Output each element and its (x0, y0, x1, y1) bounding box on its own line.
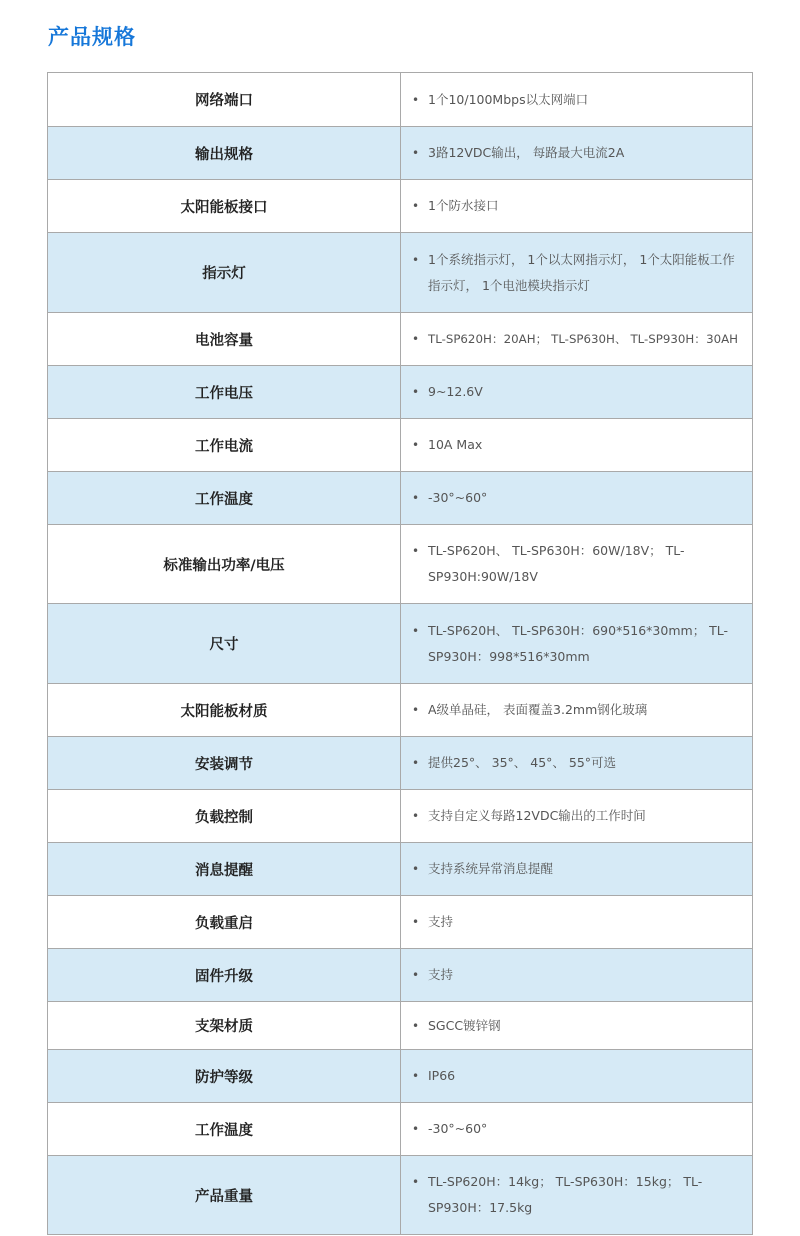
spec-value: 支持自定义每路12VDC输出的工作时间 (428, 808, 646, 823)
spec-value: SGCC镀锌钢 (428, 1017, 501, 1033)
spec-value-cell (401, 472, 753, 525)
spec-value: 9~12.6V (428, 384, 483, 399)
spec-value-cell (401, 949, 753, 1002)
bullet-icon: • (412, 915, 420, 929)
bullet-icon: • (412, 544, 420, 558)
spec-label: 防护等级 (48, 1050, 401, 1103)
spec-value-cell (401, 127, 753, 180)
bullet-icon: • (412, 1175, 420, 1189)
table-row (48, 525, 753, 604)
spec-value-cell (401, 1103, 753, 1156)
spec-label: 工作电流 (48, 419, 401, 472)
spec-label: 标准输出功率/电压 (48, 525, 401, 604)
spec-value: TL-SP620H、 TL-SP630H：690*516*30mm； TL-SP930H：998*516*30mm (428, 622, 729, 664)
bullet-icon: • (412, 385, 420, 399)
spec-value-cell (401, 1156, 753, 1235)
spec-value-cell (401, 1002, 753, 1050)
spec-label: 固件升级 (48, 949, 401, 1002)
bullet-icon: • (412, 623, 420, 638)
table-row (48, 1050, 753, 1103)
table-row (48, 73, 753, 127)
spec-label: 尺寸 (48, 604, 401, 684)
bullet-icon: • (412, 756, 420, 770)
spec-value: -30°~60° (428, 1121, 488, 1136)
spec-label: 消息提醒 (48, 843, 401, 896)
bullet-icon: • (412, 438, 420, 452)
spec-value-cell (401, 790, 753, 843)
spec-value-cell (401, 313, 753, 366)
table-row (48, 1002, 753, 1050)
bullet-icon: • (412, 92, 420, 107)
spec-label: 工作电压 (48, 366, 401, 419)
spec-value-cell (401, 419, 753, 472)
spec-value-cell (401, 233, 753, 313)
spec-label: 工作温度 (48, 1103, 401, 1156)
spec-value: 1个系统指示灯， 1个以太网指示灯， 1个太阳能板工作指示灯， 1个电池模块指示灯 (428, 251, 735, 293)
spec-label: 太阳能板接口 (48, 180, 401, 233)
bullet-icon: • (412, 252, 420, 267)
bullet-icon: • (412, 809, 420, 823)
bullet-icon: • (412, 862, 420, 876)
table-row (48, 366, 753, 419)
spec-table (47, 72, 753, 1235)
spec-label: 太阳能板材质 (48, 684, 401, 737)
table-row (48, 419, 753, 472)
spec-label: 网络端口 (48, 73, 401, 127)
spec-value: 3路12VDC输出， 每路最大电流2A (428, 145, 625, 160)
bullet-icon: • (412, 1018, 420, 1033)
spec-value: 支持系统异常消息提醒 (428, 861, 554, 876)
table-row (48, 472, 753, 525)
spec-value: 1个10/100Mbps以太网端口 (428, 91, 589, 107)
spec-value: TL-SP620H：14kg； TL-SP630H：15kg； TL-SP930H：17.5kg (428, 1174, 703, 1215)
table-row (48, 843, 753, 896)
table-row (48, 896, 753, 949)
bullet-icon: • (412, 703, 420, 717)
table-row (48, 180, 753, 233)
spec-value: 1个防水接口 (428, 198, 499, 213)
spec-value-cell (401, 684, 753, 737)
table-row (48, 313, 753, 366)
bullet-icon: • (412, 968, 420, 982)
spec-label: 负载重启 (48, 896, 401, 949)
bullet-icon: • (412, 1122, 420, 1136)
spec-value-cell (401, 896, 753, 949)
table-row (48, 233, 753, 313)
bullet-icon: • (412, 491, 420, 505)
table-row (48, 949, 753, 1002)
spec-value: A级单晶硅， 表面覆盖3.2mm钢化玻璃 (428, 702, 648, 717)
spec-label: 负载控制 (48, 790, 401, 843)
spec-value: TL-SP620H：20AH； TL-SP630H、 TL-SP930H：30AH (428, 332, 739, 346)
spec-value: 支持 (428, 914, 454, 929)
spec-value: -30°~60° (428, 490, 488, 505)
spec-value: 10A Max (428, 437, 483, 452)
page-title: 产品规格 (48, 25, 136, 49)
table-row (48, 1103, 753, 1156)
spec-value-cell (401, 73, 753, 127)
spec-label: 输出规格 (48, 127, 401, 180)
table-row (48, 684, 753, 737)
spec-label: 产品重量 (48, 1156, 401, 1235)
spec-value: IP66 (428, 1068, 456, 1083)
table-row (48, 737, 753, 790)
spec-label: 安装调节 (48, 737, 401, 790)
spec-label: 支架材质 (48, 1002, 401, 1050)
spec-label: 指示灯 (48, 233, 401, 313)
bullet-icon: • (412, 199, 420, 213)
spec-value-cell (401, 1050, 753, 1103)
table-row (48, 604, 753, 684)
table-row (48, 1156, 753, 1235)
spec-value-cell (401, 180, 753, 233)
spec-value-cell (401, 366, 753, 419)
spec-label: 电池容量 (48, 313, 401, 366)
table-row (48, 790, 753, 843)
bullet-icon: • (412, 332, 420, 346)
table-row (48, 127, 753, 180)
spec-label: 工作温度 (48, 472, 401, 525)
spec-value-cell (401, 525, 753, 604)
spec-value: 提供25°、 35°、 45°、 55°可选 (428, 755, 617, 770)
bullet-icon: • (412, 146, 420, 160)
bullet-icon: • (412, 1069, 420, 1083)
spec-value-cell (401, 604, 753, 684)
spec-value: TL-SP620H、 TL-SP630H：60W/18V； TL-SP930H:90W/18V (428, 543, 685, 584)
spec-value: 支持 (428, 967, 454, 982)
spec-value-cell (401, 737, 753, 790)
spec-value-cell (401, 843, 753, 896)
